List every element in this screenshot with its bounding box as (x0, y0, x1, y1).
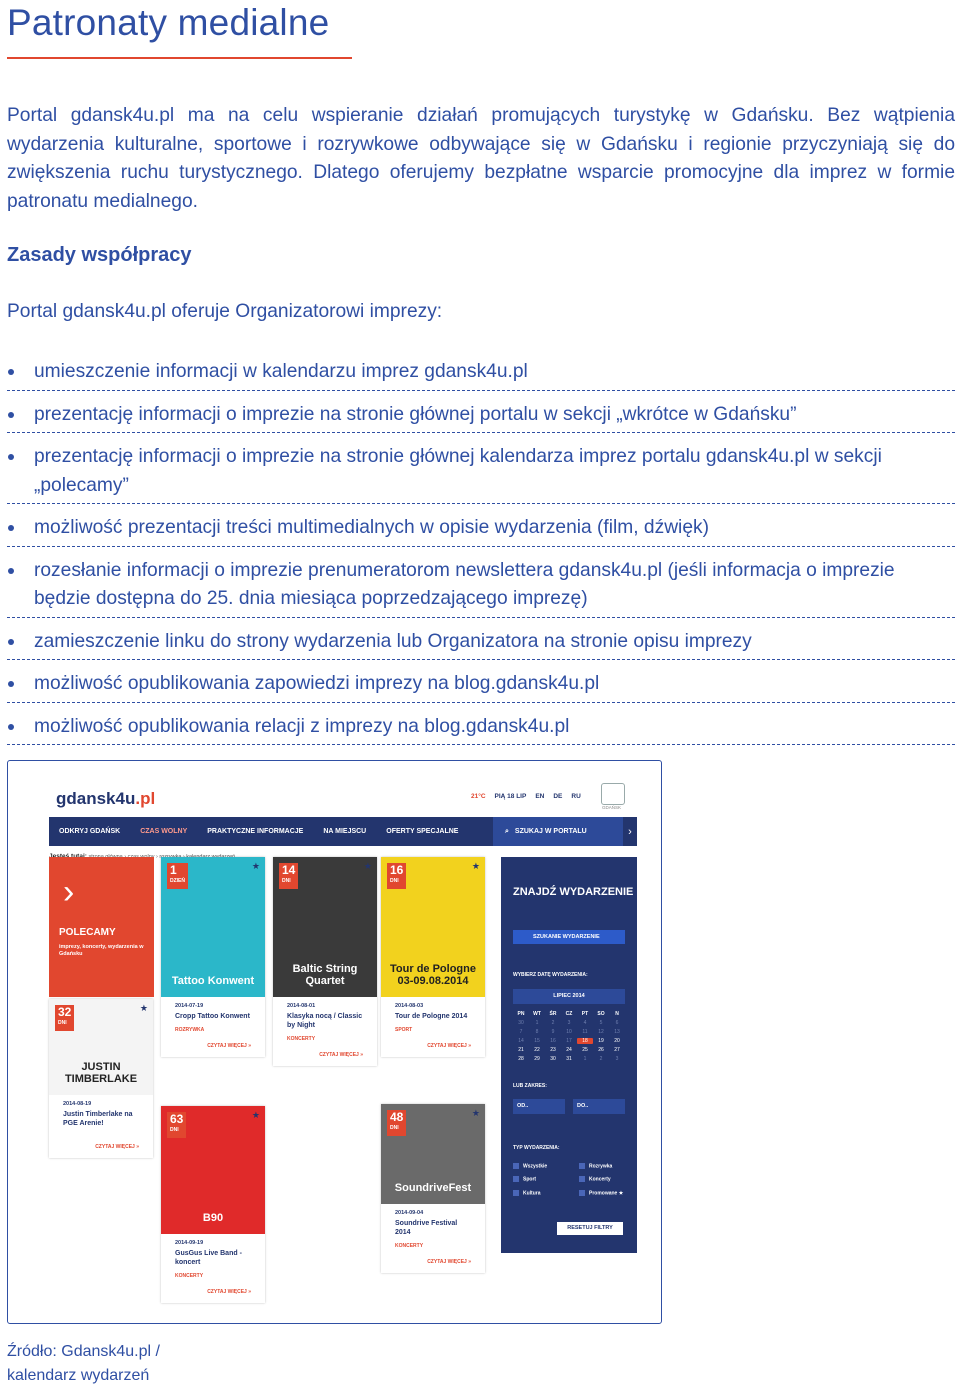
benefit-item: możliwość opublikowania zapowiedzi imprezy na blog.gdansk4u.pl (7, 670, 955, 703)
bullet-icon (8, 412, 14, 418)
nav-item: NA MIEJSCU (323, 828, 367, 835)
title-underline (7, 57, 352, 59)
calendar-day: 13 (614, 1029, 620, 1035)
days-countdown: 16 DNI (387, 863, 406, 889)
poster-title: SoundriveFest (394, 1182, 472, 1194)
event-date: 2014-07-19 (175, 1003, 204, 1009)
poster-title: B90 (202, 1212, 224, 1224)
calendar-day: 28 (518, 1056, 524, 1062)
event-poster (161, 1106, 265, 1234)
caption-line: kalendarz wydarzeń (7, 1367, 150, 1384)
bullet-icon (8, 369, 14, 375)
calendar-day: 2 (599, 1056, 603, 1062)
search-icon: ⌕ (505, 827, 509, 835)
calendar-day: 26 (598, 1047, 604, 1053)
range-label: LUB ZAKRES: (513, 1083, 547, 1089)
calendar-day: 29 (534, 1056, 540, 1062)
weekday-label: N (615, 1011, 619, 1017)
calendar-day: 30 (518, 1020, 524, 1026)
event-type-option: Koncerty (579, 1176, 633, 1182)
event-date: 2014-08-19 (63, 1101, 92, 1107)
polecamy-subtitle: imprezy, koncerty, wydarzenia w Gdańsku (59, 944, 144, 957)
benefit-item: prezentację informacji o imprezie na stronie głównej kalendarza imprez portalu gdansk4u.pl w sekcji „polecamy” (7, 443, 955, 504)
search-event-button: SZUKANIE WYDARZENIE (513, 930, 625, 944)
weekday-label: CZ (565, 1011, 573, 1017)
read-more-link: CZYTAJ WIĘCEJ » (427, 1259, 471, 1265)
event-name: Justin Timberlake na PGE Arenie! (63, 1111, 133, 1127)
calendar-day: 23 (550, 1047, 556, 1053)
star-icon: ★ (471, 1108, 480, 1118)
nav-item: ODKRYJ GDAŃSK (59, 828, 121, 835)
calendar-day: 18 (577, 1038, 593, 1044)
days-countdown: 14 DNI (279, 863, 298, 889)
star-icon: ★ (139, 1003, 148, 1013)
event-name: Tour de Pologne 2014 (395, 1013, 468, 1020)
calendar-day: 20 (614, 1038, 620, 1044)
lang-ru: RU (571, 793, 581, 800)
star-icon: ★ (251, 1110, 260, 1120)
calendar-day: 3 (567, 1020, 571, 1026)
chevron-right-icon: › (628, 825, 632, 838)
crest-label: GDAŃSK (602, 805, 622, 810)
calendar-day: 27 (614, 1047, 620, 1053)
calendar-day: 2 (551, 1020, 555, 1026)
calendar-day: 21 (518, 1047, 524, 1053)
lead-text: Portal gdansk4u.pl oferuje Organizatorowi imprezy: (7, 301, 443, 322)
calendar-day: 30 (550, 1056, 556, 1062)
calendar-day: 31 (566, 1056, 572, 1062)
read-more-link: CZYTAJ WIĘCEJ » (95, 1144, 139, 1150)
bullet-icon (8, 724, 14, 730)
nav-search: ⌕ SZUKAJ W PORTALU (493, 817, 623, 846)
weather-readout: 21°C (471, 793, 486, 800)
event-card (273, 857, 377, 1066)
bullet-icon (8, 454, 14, 460)
date-readout: PIĄ 18 LIP (494, 793, 527, 800)
event-date: 2014-08-03 (395, 1003, 424, 1009)
event-poster (161, 857, 265, 997)
calendar-day: 12 (598, 1029, 604, 1035)
event-category: KONCERTY (395, 1243, 424, 1249)
nav-item: OFERTY SPECJALNE (386, 828, 459, 835)
event-type-option: Kultura (513, 1190, 579, 1196)
poster-title: Tattoo Konwent (171, 975, 255, 987)
days-countdown: 32 DNI (55, 1005, 74, 1031)
caption-line: Źródło: Gdansk4u.pl / (7, 1343, 160, 1360)
event-category: ROZRYWKA (175, 1027, 205, 1033)
date-to-field: DO.. (573, 1099, 625, 1114)
event-card (381, 857, 485, 1057)
calendar-day: 22 (534, 1047, 540, 1053)
bullet-icon (8, 639, 14, 645)
read-more-link: CZYTAJ WIĘCEJ » (207, 1043, 251, 1049)
event-name: Cropp Tattoo Konwent (175, 1013, 250, 1020)
nav-item: CZAS WOLNY (140, 828, 188, 835)
polecamy-title: POLECAMY (59, 927, 116, 938)
event-card (49, 999, 153, 1158)
poster-title: Tour de Pologne 03-09.08.2014 (390, 963, 476, 987)
image-caption (7, 1340, 160, 1388)
event-poster (273, 857, 377, 997)
weekday-label: PT (581, 1011, 589, 1017)
calendar-day: 4 (583, 1020, 587, 1026)
event-card (161, 857, 265, 1057)
calendar-day: 6 (615, 1020, 619, 1026)
calendar-day: 9 (551, 1029, 555, 1035)
event-date: 2014-09-19 (175, 1240, 204, 1246)
month-selector: LIPIEC 2014 (513, 989, 625, 1004)
calendar-day: 10 (566, 1029, 572, 1035)
calendar-day: 3 (615, 1056, 619, 1062)
benefit-item: zamieszczenie linku do strony wydarzenia lub Organizatora na stronie opisu imprezy (7, 628, 955, 661)
section-heading: Zasady współpracy (7, 244, 192, 266)
calendar-grid (513, 1011, 625, 1062)
calendar-day: 15 (534, 1038, 540, 1044)
calendar-day: 1 (583, 1056, 587, 1062)
event-type-option: Sport (513, 1176, 579, 1182)
poster-title: JUSTIN TIMBERLAKE (64, 1061, 138, 1085)
sidebar-heading: ZNAJDŹ WYDARZENIE (513, 886, 634, 898)
days-countdown: 63 DNI (167, 1112, 186, 1138)
event-poster (381, 1104, 485, 1204)
site-nav (49, 817, 637, 846)
nav-item: PRAKTYCZNE INFORMACJE (207, 828, 304, 835)
benefit-item: możliwość opublikowania relacji z imprezy na blog.gdansk4u.pl (7, 713, 955, 746)
calendar-day: 8 (535, 1029, 539, 1035)
calendar-day: 14 (518, 1038, 524, 1044)
site-logo: gdansk4u.pl (56, 789, 156, 808)
event-category: KONCERTY (175, 1273, 204, 1279)
benefit-item: prezentację informacji o imprezie na stronie głównej portalu w sekcji „wkrótce w Gdańsku” (7, 401, 955, 434)
calendar-day: 5 (599, 1020, 603, 1026)
event-date: 2014-09-04 (395, 1210, 424, 1216)
star-icon: ★ (251, 861, 260, 871)
event-type-option: Rozrywka (579, 1163, 633, 1169)
polecamy-tile (49, 857, 154, 997)
event-poster (49, 999, 153, 1095)
event-name: Klasyka nocą / Classic by Night (287, 1013, 363, 1029)
lang-de: DE (553, 793, 563, 800)
event-type-list (513, 1163, 633, 1196)
benefit-item: umieszczenie informacji w kalendarzu imprez gdansk4u.pl (7, 358, 955, 391)
benefit-item: możliwość prezentacji treści multimedialnych w opisie wydarzenia (film, dźwięk) (7, 514, 955, 547)
event-name: GusGus Live Band - koncert (175, 1250, 242, 1266)
benefits-list (7, 358, 955, 755)
calendar-day: 17 (566, 1038, 572, 1044)
weekday-label: WT (533, 1011, 541, 1017)
weekday-label: SO (597, 1011, 605, 1017)
bullet-icon (8, 681, 14, 687)
weekday-label: ŚR (549, 1011, 557, 1017)
chevron-right-icon: › (63, 873, 75, 911)
star-icon: ★ (471, 861, 480, 871)
bullet-icon (8, 568, 14, 574)
lang-en: EN (535, 793, 545, 800)
calendar-day: 24 (566, 1047, 572, 1053)
reset-filters-button: RESETUJ FILTRY (557, 1222, 623, 1235)
star-icon: ★ (363, 861, 372, 871)
page-title: Patronaty medialne (7, 2, 330, 43)
event-type-option: Wszystkie (513, 1163, 579, 1169)
city-crest-icon (601, 783, 625, 805)
website-screenshot (7, 760, 662, 1324)
bullet-icon (8, 525, 14, 531)
read-more-link: CZYTAJ WIĘCEJ » (319, 1052, 363, 1058)
calendar-day: 19 (598, 1038, 604, 1044)
pick-date-label: WYBIERZ DATĘ WYDARZENIA: (513, 972, 588, 978)
calendar-day: 7 (519, 1029, 523, 1035)
type-label: TYP WYDARZENIA: (513, 1145, 560, 1151)
days-countdown: 48 DNI (387, 1110, 406, 1136)
date-from-field: OD.. (513, 1099, 565, 1114)
event-card (381, 1104, 485, 1273)
weekday-label: PN (517, 1011, 525, 1017)
read-more-link: CZYTAJ WIĘCEJ » (207, 1289, 251, 1295)
event-date: 2014-08-01 (287, 1003, 316, 1009)
event-poster (381, 857, 485, 997)
breadcrumb: › (156, 854, 158, 860)
event-category: SPORT (395, 1027, 413, 1033)
event-search-sidebar (501, 857, 637, 1253)
event-name: Soundrive Festival 2014 (395, 1220, 458, 1236)
calendar-day: 16 (550, 1038, 556, 1044)
top-utility-bar (471, 793, 581, 800)
event-type-option: Promowane ★ (579, 1190, 633, 1196)
event-category: KONCERTY (287, 1036, 316, 1042)
benefit-item: rozesłanie informacji o imprezie prenumeratorom newslettera gdansk4u.pl (jeśli informacja o imprezie będzie dostępna do 25. dnia miesiąca poprzedzającego imprezę) (7, 557, 955, 618)
days-countdown: 1 DZIEŃ (167, 863, 188, 889)
calendar-day: 11 (582, 1029, 588, 1035)
poster-title: Baltic String Quartet (292, 963, 358, 987)
intro-paragraph: Portal gdansk4u.pl ma na celu wspieranie działań promujących turystykę w Gdańsku. Bez wątpienia wydarzenia kulturalne, sportowe i rozrywkowe odbywające się w Gdańsku i regionie przyczyniają się do zwiększenia ruchu turystycznego. Dlatego oferujemy bezpłatne wsparcie promocyjne dla imprez w formie patronatu medialnego. (7, 105, 955, 212)
event-card (161, 1106, 265, 1303)
read-more-link: CZYTAJ WIĘCEJ » (427, 1043, 471, 1049)
calendar-day: 25 (582, 1047, 588, 1053)
calendar-day: 1 (535, 1020, 539, 1026)
